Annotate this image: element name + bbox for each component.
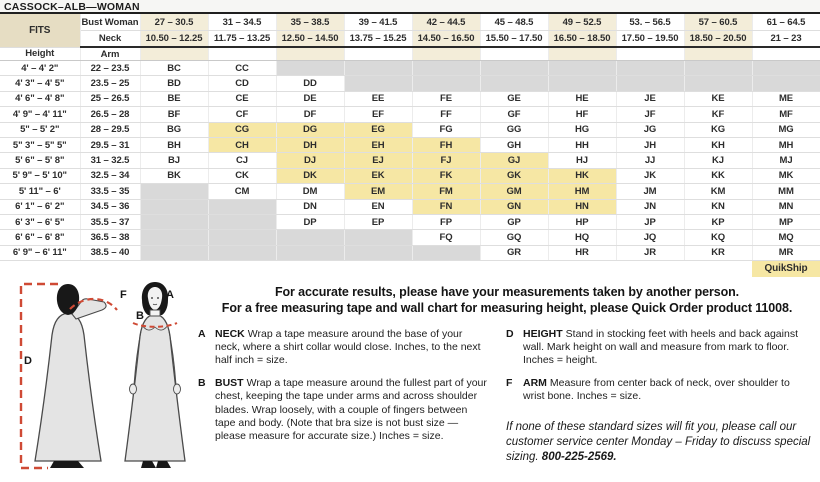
unavailable-cell bbox=[684, 61, 752, 76]
size-code-cell: EJ bbox=[344, 153, 412, 168]
spacer-cell bbox=[616, 47, 684, 61]
bust-range-cell: 57 – 60.5 bbox=[684, 14, 752, 31]
size-code-cell: BJ bbox=[140, 153, 208, 168]
figure-label-b: B bbox=[136, 309, 144, 322]
size-code-cell: DN bbox=[276, 199, 344, 214]
arm-cell: 33.5 – 35 bbox=[80, 184, 140, 199]
size-code-cell: MF bbox=[752, 107, 820, 122]
size-code-cell: CM bbox=[208, 184, 276, 199]
height-arm-header-row bbox=[0, 47, 820, 61]
front-figure-eye-left bbox=[151, 297, 153, 299]
size-code-cell: GM bbox=[480, 184, 548, 199]
arm-cell: 28 – 29.5 bbox=[80, 122, 140, 137]
size-code-cell: DF bbox=[276, 107, 344, 122]
height-cell: 4' 9" – 4' 11" bbox=[0, 107, 80, 122]
bust-range-cell: 31 – 34.5 bbox=[208, 14, 276, 31]
size-code-cell: KJ bbox=[684, 153, 752, 168]
unavailable-cell bbox=[548, 61, 616, 76]
size-code-cell: MH bbox=[752, 137, 820, 152]
instruction-term-bust: BUST bbox=[215, 377, 244, 390]
size-code-cell: DD bbox=[276, 76, 344, 91]
unavailable-cell bbox=[140, 184, 208, 199]
intro-text bbox=[198, 284, 816, 317]
size-code-cell: HG bbox=[548, 122, 616, 137]
size-code-cell: EN bbox=[344, 199, 412, 214]
instruction-letter-f: F bbox=[506, 377, 513, 390]
neck-range-cell: 12.50 – 14.50 bbox=[276, 31, 344, 48]
unavailable-cell bbox=[344, 61, 412, 76]
size-code-cell: EG bbox=[344, 122, 412, 137]
bust-range-cell: 42 – 44.5 bbox=[412, 14, 480, 31]
instruction-columns bbox=[198, 328, 816, 465]
size-code-cell: CG bbox=[208, 122, 276, 137]
size-code-cell: FE bbox=[412, 91, 480, 106]
size-code-cell: BD bbox=[140, 76, 208, 91]
size-code-cell: JF bbox=[616, 107, 684, 122]
size-code-cell: HR bbox=[548, 245, 616, 260]
instruction-text-bust: Wrap a tape measure around the fullest part of your chest, keeping the tape under arms and across shoulder blades. Wrap loosely, with a couple of fingers between tape and body. (Note that bra size is not bust size — please measure for accurate size.) Inches = size. bbox=[215, 377, 487, 442]
size-code-cell: HN bbox=[548, 199, 616, 214]
unavailable-cell bbox=[140, 230, 208, 245]
arm-cell: 35.5 – 37 bbox=[80, 214, 140, 229]
size-code-cell: DM bbox=[276, 184, 344, 199]
size-code-cell: HH bbox=[548, 137, 616, 152]
unavailable-cell bbox=[140, 199, 208, 214]
size-code-cell: HQ bbox=[548, 230, 616, 245]
size-code-cell: EK bbox=[344, 168, 412, 183]
bust-range-cell: 27 – 30.5 bbox=[140, 14, 208, 31]
size-code-cell: HM bbox=[548, 184, 616, 199]
size-row bbox=[0, 107, 820, 122]
arm-cell: 36.5 – 38 bbox=[80, 230, 140, 245]
size-code-cell: EF bbox=[344, 107, 412, 122]
spacer-cell bbox=[548, 47, 616, 61]
size-code-cell: GP bbox=[480, 214, 548, 229]
size-row bbox=[0, 137, 820, 152]
bust-range-cell: 35 – 38.5 bbox=[276, 14, 344, 31]
size-code-cell: MK bbox=[752, 168, 820, 183]
size-code-cell: MR bbox=[752, 245, 820, 260]
unavailable-cell bbox=[140, 214, 208, 229]
neck-range-cell: 17.50 – 19.50 bbox=[616, 31, 684, 48]
size-code-cell: JR bbox=[616, 245, 684, 260]
size-code-cell: FG bbox=[412, 122, 480, 137]
size-code-cell: EH bbox=[344, 137, 412, 152]
size-code-cell: CH bbox=[208, 137, 276, 152]
size-code-cell: MG bbox=[752, 122, 820, 137]
intro-line-1: For accurate results, please have your measurements taken by another person. bbox=[274, 284, 740, 299]
size-code-cell: KF bbox=[684, 107, 752, 122]
instruction-height bbox=[506, 328, 812, 368]
size-code-cell: JP bbox=[616, 214, 684, 229]
front-figure-foot-right bbox=[156, 461, 171, 468]
size-code-cell: DP bbox=[276, 214, 344, 229]
arm-cell: 29.5 – 31 bbox=[80, 137, 140, 152]
neck-header-row bbox=[0, 31, 820, 48]
instruction-column-right bbox=[506, 328, 816, 465]
size-code-cell: JE bbox=[616, 91, 684, 106]
size-code-cell: DK bbox=[276, 168, 344, 183]
size-code-cell: FK bbox=[412, 168, 480, 183]
unavailable-cell bbox=[208, 199, 276, 214]
height-col-label: Height bbox=[0, 47, 80, 61]
size-code-cell: KN bbox=[684, 199, 752, 214]
spacer-cell bbox=[140, 47, 208, 61]
spacer-cell bbox=[684, 47, 752, 61]
size-code-cell: KM bbox=[684, 184, 752, 199]
size-row bbox=[0, 76, 820, 91]
front-figure-hand-right bbox=[174, 384, 181, 394]
unavailable-cell bbox=[276, 230, 344, 245]
guide-content bbox=[198, 277, 816, 479]
instruction-text-height: Stand in stocking feet with heels and back against wall. Mark height on wall and measure from mark to floor. Inches = height. bbox=[523, 327, 798, 366]
phone-number: 800-225-2569. bbox=[541, 450, 617, 463]
unavailable-cell bbox=[752, 76, 820, 91]
size-code-cell: JQ bbox=[616, 230, 684, 245]
size-code-cell: FH bbox=[412, 137, 480, 152]
size-code-cell: JK bbox=[616, 168, 684, 183]
intro-line-2: For a free measuring tape and wall chart for measuring height, please Quick Order product 11008. bbox=[221, 301, 793, 316]
size-code-cell: BH bbox=[140, 137, 208, 152]
neck-range-cell: 18.50 – 20.50 bbox=[684, 31, 752, 48]
unavailable-cell bbox=[344, 245, 412, 260]
neck-range-cell: 10.50 – 12.25 bbox=[140, 31, 208, 48]
bust-range-cell: 39 – 41.5 bbox=[344, 14, 412, 31]
arm-col-label: Arm bbox=[80, 47, 140, 61]
instruction-term-neck: NECK bbox=[215, 327, 245, 340]
spacer-cell bbox=[276, 47, 344, 61]
size-code-cell: HK bbox=[548, 168, 616, 183]
instruction-arm bbox=[506, 377, 812, 403]
size-code-cell: GJ bbox=[480, 153, 548, 168]
neck-range-cell: 16.50 – 18.50 bbox=[548, 31, 616, 48]
size-code-cell: MM bbox=[752, 184, 820, 199]
size-code-cell: CD bbox=[208, 76, 276, 91]
size-row bbox=[0, 230, 820, 245]
quikship-spacer bbox=[0, 261, 752, 277]
size-code-cell: KQ bbox=[684, 230, 752, 245]
size-code-cell: FQ bbox=[412, 230, 480, 245]
front-figure-foot-left bbox=[141, 461, 156, 468]
height-cell: 5" 3" – 5" 5" bbox=[0, 137, 80, 152]
size-code-cell: JJ bbox=[616, 153, 684, 168]
size-code-cell: EE bbox=[344, 91, 412, 106]
height-cell: 4' – 4' 2" bbox=[0, 61, 80, 76]
unavailable-cell bbox=[752, 61, 820, 76]
bust-row-label: Bust Woman bbox=[80, 14, 140, 31]
size-code-cell: FN bbox=[412, 199, 480, 214]
size-code-cell: KG bbox=[684, 122, 752, 137]
neck-range-cell: 11.75 – 13.25 bbox=[208, 31, 276, 48]
instruction-term-arm: ARM bbox=[523, 377, 547, 390]
height-cell: 6' 9" – 6' 11" bbox=[0, 245, 80, 260]
unavailable-cell bbox=[344, 230, 412, 245]
bust-header-row bbox=[0, 14, 820, 31]
arm-cell: 23.5 – 25 bbox=[80, 76, 140, 91]
size-code-cell: EM bbox=[344, 184, 412, 199]
size-code-cell: JN bbox=[616, 199, 684, 214]
front-figure-hand-left bbox=[130, 384, 137, 394]
instruction-letter-a: A bbox=[198, 327, 206, 340]
size-code-cell: HF bbox=[548, 107, 616, 122]
instruction-text-neck: Wrap a tape measure around the base of your neck, where a shirt collar would close. Inches, to the next half inch = size. bbox=[215, 327, 481, 366]
unavailable-cell bbox=[208, 245, 276, 260]
size-row bbox=[0, 91, 820, 106]
size-code-cell: KH bbox=[684, 137, 752, 152]
size-code-cell: MP bbox=[752, 214, 820, 229]
unavailable-cell bbox=[548, 76, 616, 91]
arm-cell: 31 – 32.5 bbox=[80, 153, 140, 168]
size-code-cell: DJ bbox=[276, 153, 344, 168]
size-code-cell: CE bbox=[208, 91, 276, 106]
size-row bbox=[0, 184, 820, 199]
size-code-cell: FJ bbox=[412, 153, 480, 168]
instruction-text-arm: Measure from center back of neck, over shoulder to wrist bone. Inches = size. bbox=[523, 377, 790, 403]
size-row bbox=[0, 122, 820, 137]
unavailable-cell bbox=[208, 230, 276, 245]
figure-label-d: D bbox=[24, 354, 32, 367]
height-cell: 4' 3" – 4' 5" bbox=[0, 76, 80, 91]
size-table bbox=[0, 14, 820, 277]
spacer-cell bbox=[480, 47, 548, 61]
arm-cell: 34.5 – 36 bbox=[80, 199, 140, 214]
cassock-figures-illustration bbox=[4, 279, 196, 477]
size-row bbox=[0, 214, 820, 229]
size-code-cell: HP bbox=[548, 214, 616, 229]
unavailable-cell bbox=[684, 76, 752, 91]
height-cell: 6' 3" – 6' 5" bbox=[0, 214, 80, 229]
size-code-cell: FF bbox=[412, 107, 480, 122]
height-cell: 5' 9" – 5' 10" bbox=[0, 168, 80, 183]
size-code-cell: GK bbox=[480, 168, 548, 183]
size-code-cell: JH bbox=[616, 137, 684, 152]
special-sizing-note bbox=[506, 420, 812, 465]
instruction-column-left bbox=[198, 328, 506, 465]
size-code-cell: JM bbox=[616, 184, 684, 199]
size-row bbox=[0, 168, 820, 183]
arm-cell: 32.5 – 34 bbox=[80, 168, 140, 183]
size-code-cell: ME bbox=[752, 91, 820, 106]
measuring-guide-section bbox=[0, 277, 820, 479]
size-code-cell: DH bbox=[276, 137, 344, 152]
size-code-cell: FM bbox=[412, 184, 480, 199]
size-code-cell: CJ bbox=[208, 153, 276, 168]
size-code-cell: JG bbox=[616, 122, 684, 137]
unavailable-cell bbox=[208, 214, 276, 229]
back-figure-robe bbox=[35, 313, 101, 461]
neck-range-cell: 14.50 – 16.50 bbox=[412, 31, 480, 48]
unavailable-cell bbox=[140, 245, 208, 260]
size-code-cell: GH bbox=[480, 137, 548, 152]
bust-range-cell: 45 – 48.5 bbox=[480, 14, 548, 31]
size-code-cell: GQ bbox=[480, 230, 548, 245]
unavailable-cell bbox=[276, 245, 344, 260]
unavailable-cell bbox=[616, 61, 684, 76]
spacer-cell bbox=[208, 47, 276, 61]
size-code-cell: DG bbox=[276, 122, 344, 137]
neck-row-label: Neck bbox=[80, 31, 140, 48]
neck-range-cell: 13.75 – 15.25 bbox=[344, 31, 412, 48]
size-row bbox=[0, 153, 820, 168]
bust-range-cell: 61 – 64.5 bbox=[752, 14, 820, 31]
size-code-cell: GG bbox=[480, 122, 548, 137]
figure-label-f: F bbox=[120, 288, 127, 301]
instruction-letter-b: B bbox=[198, 377, 206, 390]
size-row bbox=[0, 199, 820, 214]
size-code-cell: EP bbox=[344, 214, 412, 229]
size-code-cell: MN bbox=[752, 199, 820, 214]
size-code-cell: GE bbox=[480, 91, 548, 106]
bust-range-cell: 53. – 56.5 bbox=[616, 14, 684, 31]
size-code-cell: DE bbox=[276, 91, 344, 106]
height-cell: 5' 11" – 6' bbox=[0, 184, 80, 199]
height-cell: 6' 6" – 6' 8" bbox=[0, 230, 80, 245]
size-code-cell: KE bbox=[684, 91, 752, 106]
unavailable-cell bbox=[616, 76, 684, 91]
size-row bbox=[0, 245, 820, 260]
unavailable-cell bbox=[412, 245, 480, 260]
front-figure-eye-right bbox=[157, 297, 159, 299]
size-code-cell: BK bbox=[140, 168, 208, 183]
height-cell: 5" – 5' 2" bbox=[0, 122, 80, 137]
unavailable-cell bbox=[412, 76, 480, 91]
arm-cell: 25 – 26.5 bbox=[80, 91, 140, 106]
size-code-cell: CC bbox=[208, 61, 276, 76]
height-cell: 6' 1" – 6' 2" bbox=[0, 199, 80, 214]
size-code-cell: HJ bbox=[548, 153, 616, 168]
size-code-cell: FP bbox=[412, 214, 480, 229]
height-cell: 5' 6" – 5' 8" bbox=[0, 153, 80, 168]
bust-range-cell: 49 – 52.5 bbox=[548, 14, 616, 31]
instruction-bust bbox=[198, 377, 490, 443]
size-code-cell: BG bbox=[140, 122, 208, 137]
size-code-cell: KP bbox=[684, 214, 752, 229]
size-code-cell: GN bbox=[480, 199, 548, 214]
size-code-cell: BF bbox=[140, 107, 208, 122]
spacer-cell bbox=[412, 47, 480, 61]
spacer-cell bbox=[752, 47, 820, 61]
quikship-row bbox=[0, 261, 820, 277]
size-code-cell: CK bbox=[208, 168, 276, 183]
quikship-label: QuikShip bbox=[752, 261, 820, 277]
size-code-cell: MJ bbox=[752, 153, 820, 168]
height-cell: 4' 6" – 4' 8" bbox=[0, 91, 80, 106]
page-title: CASSOCK–ALB—WOMAN bbox=[0, 0, 820, 14]
instruction-neck bbox=[198, 328, 490, 368]
figure-label-a: A bbox=[166, 288, 174, 301]
size-row bbox=[0, 61, 820, 76]
neck-range-cell: 15.50 – 17.50 bbox=[480, 31, 548, 48]
unavailable-cell bbox=[480, 61, 548, 76]
arm-cell: 26.5 – 28 bbox=[80, 107, 140, 122]
arm-cell: 38.5 – 40 bbox=[80, 245, 140, 260]
front-figure-collar bbox=[150, 310, 160, 316]
size-code-cell: GR bbox=[480, 245, 548, 260]
size-code-cell: GF bbox=[480, 107, 548, 122]
neck-range-cell: 21 – 23 bbox=[752, 31, 820, 48]
instruction-term-height: HEIGHT bbox=[523, 327, 563, 340]
figure-illustration bbox=[4, 279, 196, 477]
back-figure-feet bbox=[50, 461, 84, 468]
arm-cell: 22 – 23.5 bbox=[80, 61, 140, 76]
instruction-letter-d: D bbox=[506, 327, 514, 340]
spacer-cell bbox=[344, 47, 412, 61]
unavailable-cell bbox=[276, 61, 344, 76]
size-code-cell: KK bbox=[684, 168, 752, 183]
unavailable-cell bbox=[344, 76, 412, 91]
size-code-cell: KR bbox=[684, 245, 752, 260]
size-code-cell: MQ bbox=[752, 230, 820, 245]
size-code-cell: BE bbox=[140, 91, 208, 106]
fits-label: FITS bbox=[0, 14, 80, 47]
note-text: If none of these standard sizes will fit you, please call our customer service center Monday – Friday to discuss special sizing. bbox=[506, 420, 811, 463]
size-code-cell: BC bbox=[140, 61, 208, 76]
unavailable-cell bbox=[412, 61, 480, 76]
unavailable-cell bbox=[480, 76, 548, 91]
size-code-cell: HE bbox=[548, 91, 616, 106]
size-code-cell: CF bbox=[208, 107, 276, 122]
